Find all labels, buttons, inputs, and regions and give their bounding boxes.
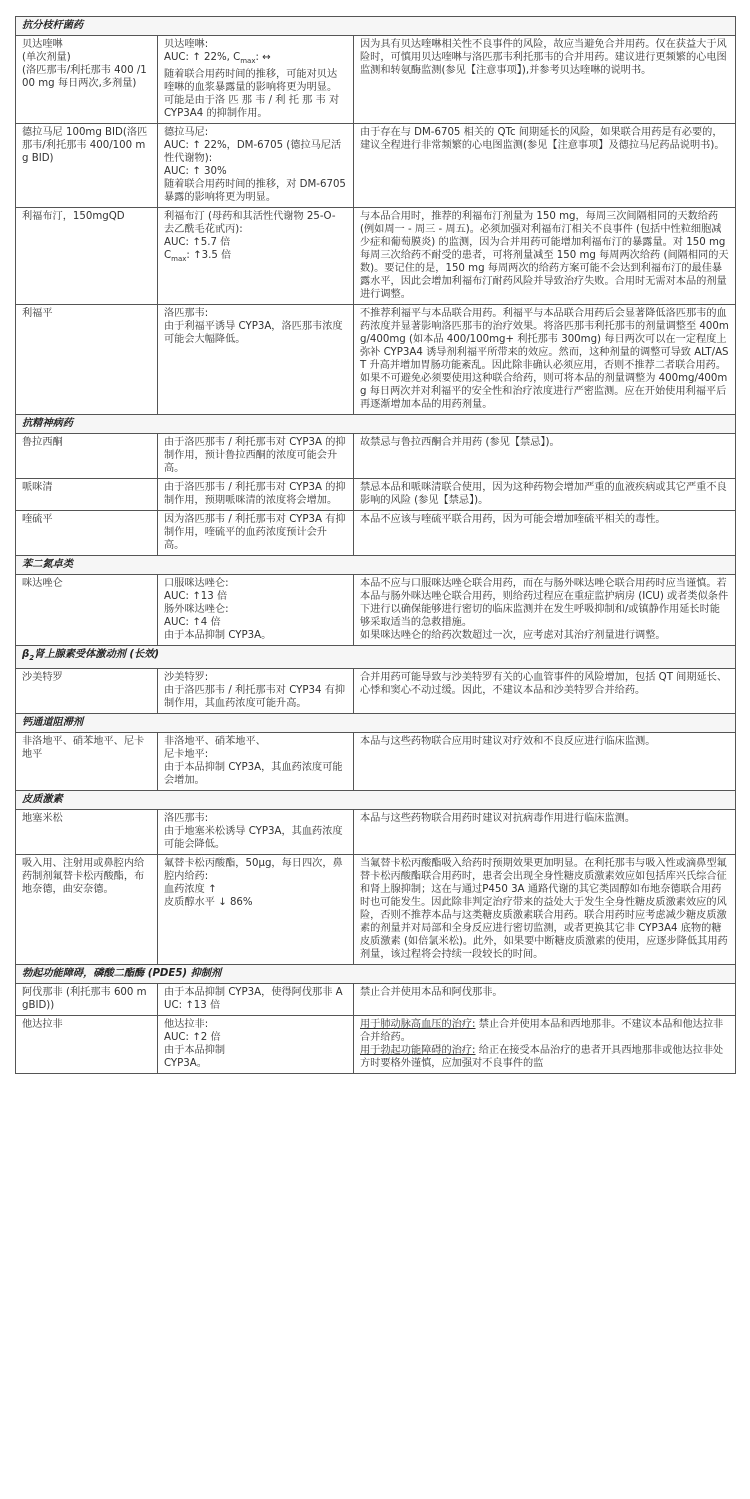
- table-row: [16, 575, 736, 646]
- effect-line: 由于本品抑制 CYP3A，使得阿伐那非 AUC: ↑13 倍: [164, 987, 343, 1012]
- drug-name-line: 鲁拉西酮: [22, 437, 63, 449]
- section-header-row: [16, 791, 736, 810]
- section-title: 钙通道阻滞剂: [16, 714, 736, 733]
- advice-paragraph: 故禁忌与鲁拉西酮合并用药 (参见【禁忌】)。: [360, 437, 560, 449]
- effect-line: 肠外咪达唑仑:: [164, 604, 229, 616]
- section-title: $\beta_2$肾上腺素受体激动剂 (长效): [16, 646, 736, 669]
- section-title: 抗精神病药: [16, 415, 736, 434]
- effect-line: AUC: ↑5.7 倍: [164, 237, 231, 249]
- section-header-row: [16, 646, 736, 669]
- drug-cell: [16, 810, 158, 855]
- table-row: [16, 1016, 736, 1074]
- advice-paragraph: 不推荐利福平与本品联合用药。利福平与本品联合用药后会显著降低洛匹那韦的血药浓度并显著影响洛匹那韦的治疗效果。将洛匹那韦利托那韦的剂量调整至 400mg/400mg (如本品 400/100mg+ 利托那韦 300mg) 每日两次可以在一定程度上弥补 CYP3A4 诱导剂利福平所带来的效应。然而，这种剂量的调整可导致 ALT/AST 升高并增加胃肠功能紊乱。因此除非确认必须应用，否则不推荐二者联合用药。如果不可避免必须要使用这种联合给药，则可将本品的剂量调整为 400mg/400mg 每日两次并对利福平的安全性和治疗浓度进行严密监测。应在开始使用利福平后再逐渐增加本品的用药剂量。: [360, 308, 729, 411]
- advice-cell: [354, 434, 736, 479]
- drug-name-line: (洛匹那韦/利托那韦 400 /100 mg 每日两次,多剂量): [22, 65, 147, 89]
- drug-name-line: 阿伐那非 (利托那韦 600 mgBID)): [22, 987, 147, 1012]
- drug-cell: [16, 855, 158, 965]
- effect-cell: [158, 733, 354, 791]
- section-title: 皮质激素: [16, 791, 736, 810]
- effect-line: 德拉马尼:: [164, 127, 209, 139]
- drug-interaction-table: [15, 16, 736, 1074]
- advice-paragraph: 如果咪达唑仑的给药次数超过一次，应考虑对其治疗剂量进行调整。: [360, 630, 666, 642]
- effect-line: 由于本品抑制 CYP3A，其血药浓度可能会增加。: [164, 762, 343, 787]
- effect-cell: [158, 511, 354, 556]
- table-row: [16, 124, 736, 208]
- table-row: [16, 984, 736, 1016]
- advice-indication-label: 用于勃起功能障碍的治疗:: [360, 1045, 476, 1057]
- drug-cell: [16, 479, 158, 511]
- advice-cell: [354, 305, 736, 415]
- advice-cell: [354, 124, 736, 208]
- drug-name-line: 非洛地平、硝苯地平、尼卡地平: [22, 736, 145, 761]
- effect-line: AUC: ↑ 22%, $C_{max}$: ↔: [164, 52, 271, 66]
- table-row: [16, 208, 736, 305]
- table-row: [16, 810, 736, 855]
- effect-line: 由于洛匹那韦 / 利托那韦对 CYP3A 的抑制作用，预期哌咪清的浓度将会增加。: [164, 482, 346, 507]
- effect-line: CYP3A。: [164, 1058, 207, 1070]
- effect-line: 他达拉非:: [164, 1019, 209, 1031]
- effect-line: 由于洛匹那韦 / 利托那韦对 CYP34 有抑制作用，其血药浓度可能升高。: [164, 685, 346, 710]
- effect-line: 由于本品抑制 CYP3A。: [164, 630, 272, 642]
- effect-cell: [158, 305, 354, 415]
- effect-line: 由于本品抑制: [164, 1045, 226, 1057]
- effect-cell: [158, 669, 354, 714]
- drug-name-line: 沙美特罗: [22, 672, 63, 684]
- advice-paragraph: 由于存在与 DM-6705 相关的 QTc 间期延长的风险，如果联合用药是有必要的，建议全程进行非常频繁的心电图监测(参见【注意事项】及德拉马尼药品说明书)。: [360, 127, 725, 152]
- drug-name-line: 贝达喹啉: [22, 39, 63, 50]
- table-row: [16, 434, 736, 479]
- effect-line: 贝达喹啉:: [164, 39, 209, 50]
- section-title: 苯二氮卓类: [16, 556, 736, 575]
- section-header-row: [16, 17, 736, 36]
- advice-paragraph: 本品与这些药物联合应用时建议对疗效和不良反应进行临床监测。: [360, 736, 656, 748]
- advice-paragraph: 禁忌本品和哌咪清联合使用，因为这种药物会增加严重的血液疾病或其它严重不良影响的风险 (参见【禁忌】)。: [360, 482, 727, 507]
- effect-cell: [158, 479, 354, 511]
- section-header-row: [16, 965, 736, 984]
- effect-line: 口服咪达唑仑:: [164, 578, 229, 590]
- advice-cell: [354, 855, 736, 965]
- drug-cell: [16, 305, 158, 415]
- drug-name-line: (单次剂量): [22, 52, 71, 63]
- drug-cell: [16, 575, 158, 646]
- effect-line: 由于洛匹那韦 / 利托那韦对 CYP3A 的抑制作用，预计鲁拉西酮的浓度可能会升高。: [164, 437, 346, 475]
- advice-paragraph: 当氟替卡松丙酸酯吸入给药时预期效果更加明显。在利托那韦与吸入性或滴鼻型氟替卡松丙酸酯联合用药时，患者会出现全身性糖皮质激素效应如包括库兴氏综合征和肾上腺抑制；这在与通过P450 3A 通路代谢的其它类固醇如布地奈德联合用药时也可能发生。因此除非判定治疗带来的益处大于发生全身性糖皮质激素效应的风险，否则不推荐本品与这类糖皮质激素联合用药。联合用药时应考虑减少糖皮质激素的剂量并对局部和全身反应进行密切监测，或者更换其它非 CYP3A4 底物的糖皮质激素 (如倍氯米松)。此外，如果要中断糖皮质激素的使用，应逐步降低其用药剂量，该过程将会持续一段较长的时间。: [360, 858, 728, 961]
- effect-line: 由于利福平诱导 CYP3A，洛匹那韦浓度可能会大幅降低。: [164, 321, 343, 346]
- advice-cell: [354, 208, 736, 305]
- effect-line: 氟替卡松丙酸酯，50μg，每日四次，鼻腔内给药:: [164, 858, 343, 883]
- effect-cell: [158, 434, 354, 479]
- advice-paragraph: 本品不应该与喹硫平联合用药，因为可能会增加喹硫平相关的毒性。: [360, 514, 666, 526]
- advice-paragraph: 因为具有贝达喹啉相关性不良事件的风险，故应当避免合并用药。仅在获益大于风险时，可慎用贝达喹啉与洛匹那韦利托那韦的合并用药。建议进行更频繁的心电图监测和转氨酶监测(参见【注意事项】),并参考贝达喹啉的说明书。: [360, 39, 727, 76]
- effect-line: AUC: ↑2 倍: [164, 1032, 221, 1044]
- effect-cell: [158, 208, 354, 305]
- effect-cell: [158, 855, 354, 965]
- effect-cell: [158, 124, 354, 208]
- advice-indication-label: 用于肺动脉高血压的治疗:: [360, 1019, 476, 1031]
- effect-line: 非洛地平、硝苯地平、: [164, 736, 266, 748]
- drug-name-line: 咪达唑仑: [22, 578, 63, 590]
- advice-cell: [354, 984, 736, 1016]
- effect-line: AUC: ↑ 30%: [164, 166, 227, 178]
- effect-line: 沙美特罗:: [164, 672, 209, 684]
- effect-line: AUC: ↑ 22%，DM-6705 (德拉马尼活性代谢物):: [164, 140, 342, 165]
- table-row: [16, 479, 736, 511]
- drug-name-line: 他达拉非: [22, 1019, 63, 1031]
- effect-line: 洛匹那韦:: [164, 308, 209, 320]
- drug-cell: [16, 36, 158, 124]
- advice-cell: [354, 36, 736, 124]
- advice-cell: [354, 575, 736, 646]
- table-row: [16, 511, 736, 556]
- drug-name-line: 利福平: [22, 308, 53, 320]
- table-row: [16, 733, 736, 791]
- advice-paragraph: 与本品合用时，推荐的利福布汀剂量为 150 mg，每周三次间隔相同的天数给药 (例如周一 - 周三 - 周五)。必须加强对利福布汀相关不良事件 (包括中性粒细胞减少症和葡萄膜炎) 的监测，因为合并用药可能增加利福布汀的暴露量。对 150 mg 每周三次给药不耐受的患者，可将剂量减至 150 mg 每周两次给药 (间隔相同的天数)。要记住的是，150 mg 每周两次的给药方案可能不会达到利福布汀的最佳暴露水平，因此会增加利福布汀耐药风险并导致治疗失败。合用时无需对本品的剂量进行调整。: [360, 211, 729, 301]
- drug-cell: [16, 733, 158, 791]
- table-row: [16, 305, 736, 415]
- section-title: 勃起功能障碍，磷酸二酯酶 (PDE5) 抑制剂: [16, 965, 736, 984]
- table-row: [16, 855, 736, 965]
- drug-name-line: 喹硫平: [22, 514, 53, 526]
- effect-line: AUC: ↑4 倍: [164, 617, 221, 629]
- drug-cell: [16, 669, 158, 714]
- section-header-row: [16, 714, 736, 733]
- effect-line: 随着联合用药时间的推移，对 DM-6705 暴露的影响将更为明显。: [164, 179, 346, 204]
- effect-cell: [158, 984, 354, 1016]
- advice-cell: [354, 511, 736, 556]
- drug-cell: [16, 124, 158, 208]
- advice-cell: [354, 1016, 736, 1074]
- advice-text: 禁止合并使用本品和西地那非。不建议本品和他达拉非合并给药。: [360, 1019, 724, 1044]
- drug-interaction-document: [15, 16, 735, 1074]
- advice-paragraph: 合并用药可能导致与沙美特罗有关的心血管事件的风险增加，包括 QT 间期延长、心悸和窦心不动过缓。因此，不建议本品和沙美特罗合并给药。: [360, 672, 728, 697]
- effect-line: 因为洛匹那韦 / 利托那韦对 CYP3A 有抑制作用，喹硫平的血药浓度预计会升高。: [164, 514, 346, 552]
- effect-line: 利福布汀 (母药和其活性代谢物 25-O- 去乙酰毛花甙丙):: [164, 211, 336, 236]
- advice-paragraph: 本品不应与口服咪达唑仑联合用药，而在与肠外咪达唑仑联合用药时应当谨慎。若本品与肠外咪达唑仑联合用药，则给药过程应在重症监护病房 (ICU) 或者类似条件下进行以确保能够进行密切的临床监测并在发生呼吸抑制和/或镇静作用延长时能够采取适当的急救措施。: [360, 578, 729, 629]
- effect-line: AUC: ↑13 倍: [164, 591, 228, 603]
- advice-cell: [354, 669, 736, 714]
- drug-name-line: 吸入用、注射用或鼻腔内给药制剂氟替卡松丙酸酯，布地奈德，曲安奈德。: [22, 858, 145, 896]
- table-row: [16, 36, 736, 124]
- section-title: 抗分枝杆菌药: [16, 17, 736, 36]
- advice-cell: [354, 810, 736, 855]
- effect-line: 洛匹那韦:: [164, 813, 209, 825]
- advice-paragraph: [360, 1018, 729, 1044]
- effect-line: 皮质醇水平 ↓ 86%: [164, 897, 253, 909]
- section-header-row: [16, 556, 736, 575]
- effect-cell: [158, 810, 354, 855]
- drug-cell: [16, 511, 158, 556]
- table-row: [16, 669, 736, 714]
- effect-line: 随着联合用药时间的推移，可能对贝达喹啉的血浆暴露量的影响将更为明显。可能是由于洛 匹 那 韦 / 利 托 那 韦 对 CYP3A4 的抑制作用。: [164, 69, 340, 120]
- drug-cell: [16, 208, 158, 305]
- effect-line: $C_{max}$: ↑3.5 倍: [164, 250, 232, 264]
- drug-name-line: 利福布汀，150mgQD: [22, 211, 125, 223]
- section-header-row: [16, 415, 736, 434]
- drug-name-line: 德拉马尼 100mg BID(洛匹那韦/利托那韦 400/100 mg BID): [22, 127, 148, 165]
- effect-line: 由于地塞米松诱导 CYP3A，其血药浓度可能会降低。: [164, 826, 343, 851]
- advice-cell: [354, 479, 736, 511]
- effect-line: 尼卡地平:: [164, 749, 209, 761]
- advice-text: 给正在接受本品治疗的患者开具西地那非或他达拉非处方时要格外谨慎，应加强对不良事件的监: [360, 1045, 724, 1070]
- effect-cell: [158, 575, 354, 646]
- advice-paragraph: 本品与这些药物联合用药时建议对抗病毒作用进行临床监测。: [360, 813, 636, 825]
- drug-name-line: 哌咪清: [22, 482, 53, 494]
- drug-cell: [16, 1016, 158, 1074]
- advice-paragraph: [360, 1044, 729, 1070]
- effect-cell: [158, 36, 354, 124]
- drug-cell: [16, 434, 158, 479]
- drug-cell: [16, 984, 158, 1016]
- effect-line: 血药浓度 ↑: [164, 884, 217, 896]
- drug-name-line: 地塞米松: [22, 813, 63, 825]
- advice-paragraph: 禁止合并使用本品和阿伐那非。: [360, 987, 503, 999]
- effect-cell: [158, 1016, 354, 1074]
- advice-cell: [354, 733, 736, 791]
